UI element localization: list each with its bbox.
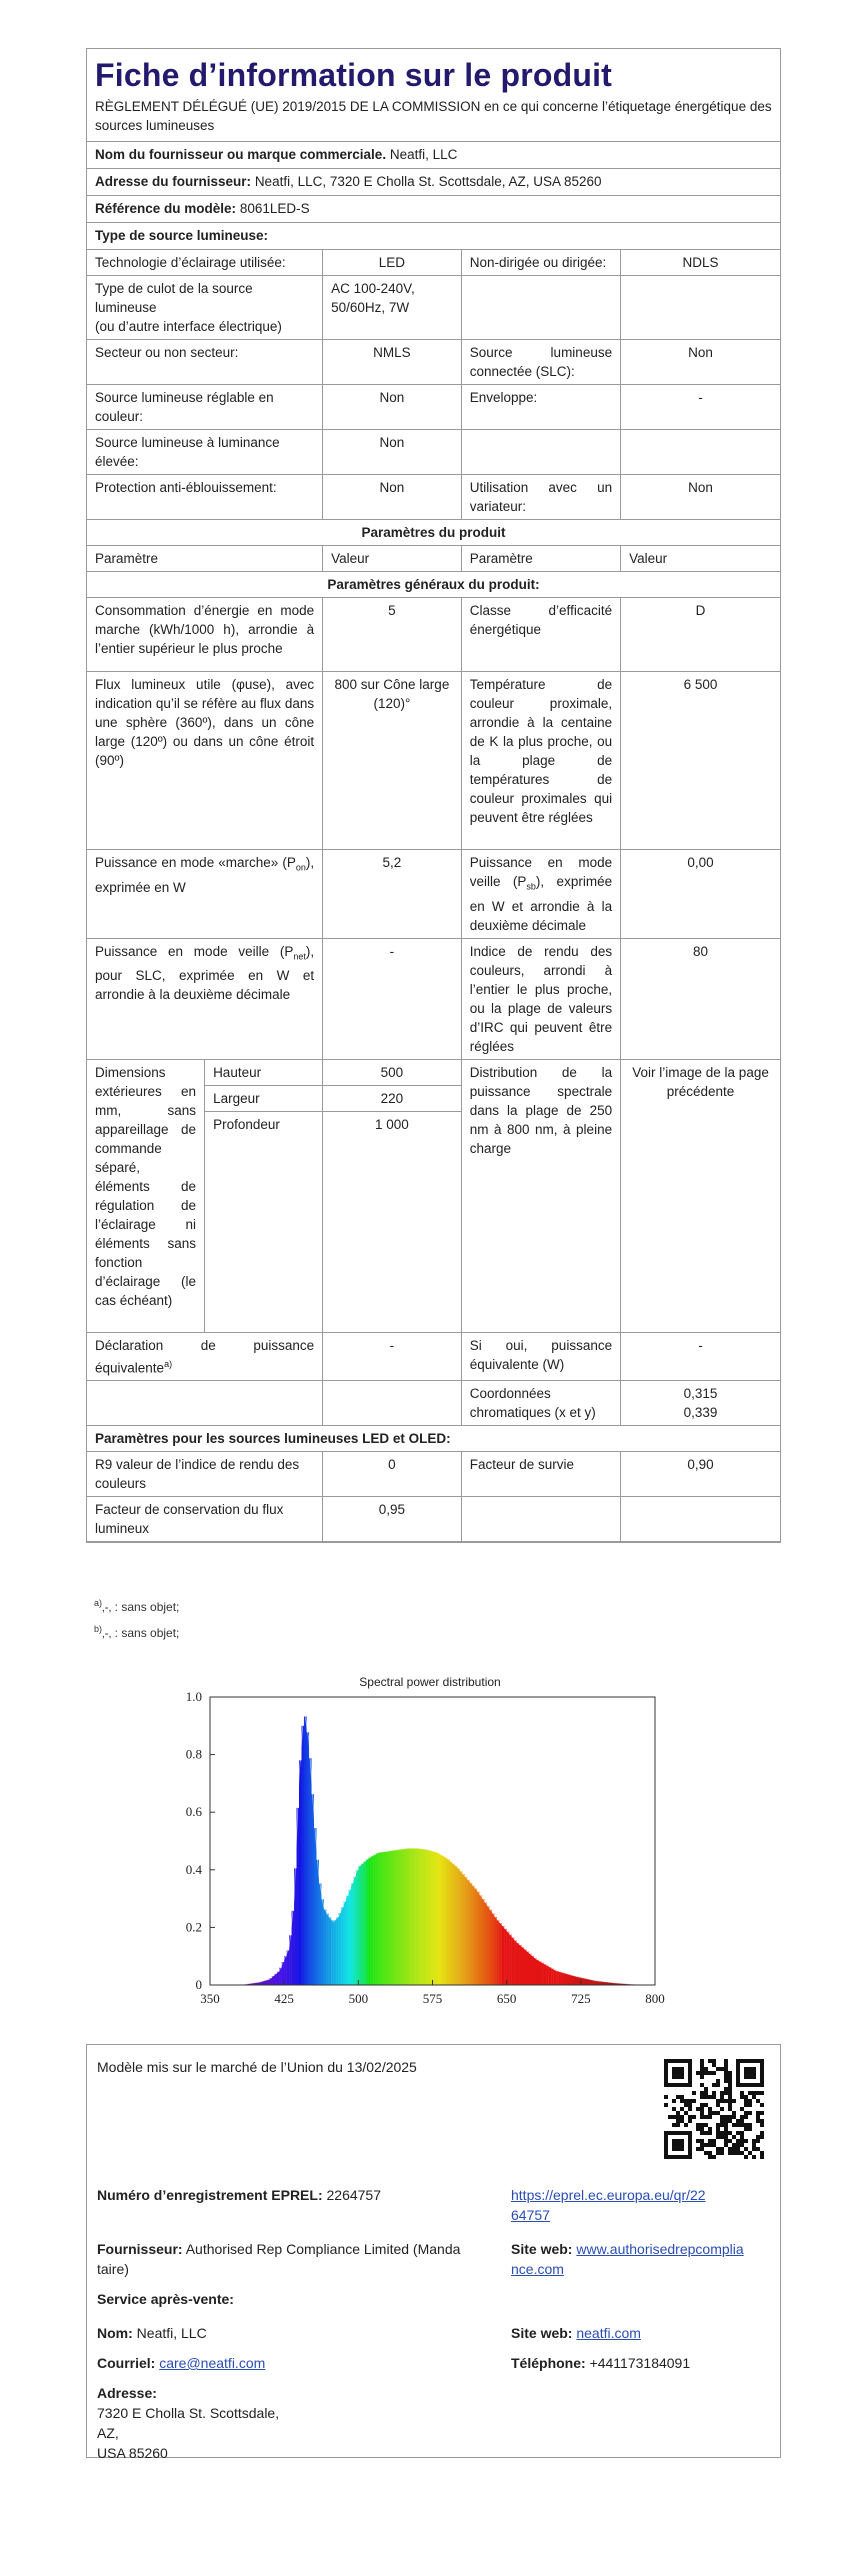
spectrum-bar: [526, 1952, 529, 1985]
led-params-heading: Paramètres pour les sources lumineuses LED et OLED:: [87, 1426, 780, 1452]
depth-value: 1 000: [375, 1116, 409, 1132]
dimensions-label: Dimensions extérieures en mm, sans appareillage de commande séparé, éléments de régulation de l’éclairage ni éléments sans fonction d’éclairage (le cas échéant): [87, 1060, 205, 1332]
chromaticity-label: Coordonnées chromatiques (x et y): [461, 1381, 620, 1426]
table-row: [87, 340, 780, 385]
spectrum-bar: [568, 1975, 571, 1985]
spectrum-bar: [455, 1866, 458, 1985]
on-mode-power-value: 5,2: [323, 850, 462, 939]
spectrum-bar: [499, 1923, 502, 1985]
spectrum-bar: [588, 1979, 591, 1985]
spectrum-bar: [388, 1851, 391, 1985]
spectrum-bar: [544, 1964, 547, 1985]
spectrum-bar: [524, 1949, 527, 1985]
table-row: [87, 385, 780, 430]
spectrum-bar: [586, 1979, 589, 1985]
source-type-label: Protection anti-éblouissement:: [87, 475, 323, 520]
fournisseur-label: Fournisseur:: [97, 2241, 183, 2257]
spectrum-bar: [304, 1716, 307, 1985]
spectrum-bar: [509, 1935, 512, 1985]
spectrum-bar: [482, 1899, 485, 1985]
model-reference-row: [87, 195, 780, 222]
cct-label: Température de couleur proximale, arrondie à la centaine de K la plus proche, ou la plage de températures de couleur proximales qui peuvent être réglées: [461, 672, 620, 850]
cap-type-note: (ou d’autre interface électrique): [95, 319, 282, 334]
source-type-value: [621, 276, 780, 340]
spectrum-bar: [390, 1851, 393, 1985]
luminous-flux-label: Flux lumineux utile (φuse), avec indication qu’il se réfère au flux dans une sphère (360º), dans un cône large (120º) ou dans un cône étroit (90º): [87, 672, 323, 850]
table-row: [87, 1497, 780, 1542]
spectrum-bar: [339, 1913, 342, 1985]
consumption-value: 5: [323, 598, 462, 672]
spectrum-bar: [447, 1859, 450, 1985]
spectrum-bar: [383, 1852, 386, 1985]
table-row: [87, 1452, 780, 1497]
spectrum-bar: [522, 1947, 525, 1985]
site-web-link-1[interactable]: www.authorisedrepcomplia: [576, 2241, 744, 2257]
spectrum-bar: [475, 1889, 478, 1985]
spectrum-bar: [477, 1892, 480, 1985]
fournisseur-row: [97, 2239, 497, 2279]
spectrum-bar: [507, 1932, 510, 1985]
dimensions-cell: [87, 1059, 323, 1332]
spectrum-bar: [405, 1848, 408, 1985]
supplier-address-label: Adresse du fournisseur:: [95, 174, 252, 189]
qr-code-icon[interactable]: [664, 2059, 764, 2159]
supplier-address-value: Neatfi, LLC, 7320 E Cholla St. Scottsdale, AZ, USA 85260: [254, 174, 602, 189]
spectrum-bar: [267, 1980, 270, 1985]
spectrum-bar: [435, 1852, 438, 1985]
width-value: 220: [323, 1085, 461, 1111]
cri-label: Indice de rendu des couleurs, arrondi à l’entier le plus proche, ou la plage de valeurs d’IRC qui peuvent être réglées: [461, 938, 620, 1059]
chart-title: Spectral power distribution: [359, 1675, 501, 1689]
equivalent-power-w-value: -: [621, 1332, 780, 1381]
spectrum-bar: [321, 1899, 324, 1985]
footnote-a: $^{a)}$‚-‚ : sans objet;: [94, 1598, 180, 1614]
service-site-row: [511, 2323, 641, 2343]
spectrum-bar: [376, 1853, 379, 1985]
spectrum-bar: [356, 1870, 359, 1985]
table-row: [87, 572, 780, 598]
spectrum-bar: [492, 1913, 495, 1985]
spectrum-bar: [378, 1852, 381, 1985]
spectrum-bar: [462, 1874, 465, 1985]
page-title: Fiche d’information sur le produit: [95, 57, 613, 93]
site-web-link-2[interactable]: nce.com: [511, 2261, 564, 2277]
spectrum-bar: [299, 1760, 302, 1985]
standby-power-label: Puissance en mode veille $(P_{sb})$, exprimée en W et arrondie à la deuxième décimale: [461, 850, 620, 939]
source-type-value: LED: [323, 250, 462, 276]
table-row: [87, 1059, 780, 1332]
spectrum-bar: [264, 1980, 267, 1985]
equivalent-power-label: Déclaration de puissance équivalente$^{a)}$: [87, 1332, 323, 1381]
fournisseur-value-1: Authorised Rep Compliance Limited (Manda: [185, 2241, 461, 2257]
y-tick-label: 0.4: [185, 1861, 202, 1877]
source-type-heading: Type de source lumineuse:: [87, 222, 780, 249]
spectrum-bar: [541, 1963, 544, 1985]
supplier-name-row: [87, 141, 780, 168]
spectrum-bar: [536, 1960, 539, 1985]
phone-label: Téléphone:: [511, 2355, 586, 2371]
spectrum-bar: [420, 1849, 423, 1985]
x-tick-label: 800: [645, 1991, 665, 2006]
service-address-label: Adresse:: [97, 2385, 157, 2401]
spectrum-bar: [425, 1849, 428, 1985]
spectrum-bar: [551, 1968, 554, 1985]
table-row: [87, 520, 780, 546]
spectrum-bar: [400, 1849, 403, 1985]
service-site-link[interactable]: neatfi.com: [576, 2325, 641, 2341]
spectrum-bar: [539, 1961, 542, 1985]
y-tick-label: 0: [195, 1977, 202, 1992]
table-row: [87, 430, 780, 475]
equivalent-power-w-label: Si oui, puissance équivalente (W): [461, 1332, 620, 1381]
spectrum-bar: [415, 1848, 418, 1985]
source-type-value: -: [621, 385, 780, 430]
spectrum-bar: [353, 1877, 356, 1985]
depth-label: Profondeur: [213, 1116, 280, 1132]
table-row: [87, 672, 780, 850]
spectral-chart-svg: [160, 1672, 680, 2012]
spectrum-bar: [484, 1903, 487, 1985]
source-type-label: [461, 430, 620, 475]
table-row: [87, 850, 780, 939]
site-web-label: Site web:: [511, 2241, 573, 2257]
network-standby-label: Puissance en mode veille $(P_{net})$, pour SLC, exprimée en W et arrondie à la deuxième décimale: [87, 938, 323, 1059]
spectrum-bar: [418, 1848, 421, 1985]
after-sales-heading: Service après-vente:: [97, 2291, 234, 2307]
eprel-value: 2264757: [326, 2187, 382, 2203]
r9-label: R9 valeur de l’indice de rendu des couleurs: [87, 1452, 323, 1497]
spectrum-bar: [460, 1871, 463, 1985]
supplier-name-value: Neatfi, LLC: [389, 147, 458, 162]
spectrum-bar: [472, 1886, 475, 1985]
spectrum-bar: [583, 1978, 586, 1985]
source-type-value: NDLS: [621, 250, 780, 276]
footnotes: [94, 1592, 179, 1644]
spectrum-bar: [591, 1980, 594, 1985]
spectrum-bar: [549, 1967, 552, 1985]
spectrum-bar: [566, 1974, 569, 1985]
spectrum-bar: [306, 1732, 309, 1985]
cct-value: 6 500: [621, 672, 780, 850]
spectrum-bar: [358, 1866, 361, 1985]
market-date-text: Modèle mis sur le marché de l’Union du 13/02/2025: [97, 2059, 417, 2075]
general-params-heading: Paramètres généraux du produit:: [87, 572, 780, 598]
spectrum-bar: [598, 1981, 601, 1985]
spectrum-bar: [556, 1971, 559, 1985]
column-header-param: Paramètre: [87, 546, 323, 572]
eprel-link-line-1[interactable]: https://eprel.ec.europa.eu/qr/22: [511, 2187, 706, 2203]
email-link[interactable]: care@neatfi.com: [159, 2355, 266, 2371]
spectrum-bar: [593, 1980, 596, 1985]
spectrum-bar: [324, 1909, 327, 1985]
spectrum-bar: [348, 1890, 351, 1985]
chromaticity-x: 0,315: [683, 1386, 718, 1402]
efficiency-class-value: D: [621, 598, 780, 672]
chromaticity-y: 0,339: [683, 1405, 718, 1421]
source-type-label: [87, 276, 323, 340]
spectrum-bar: [596, 1981, 599, 1985]
spectrum-bar: [351, 1883, 354, 1985]
spectrum-bar: [479, 1895, 482, 1985]
spectrum-bar: [442, 1856, 445, 1985]
registration-footer: [86, 2044, 781, 2461]
eprel-row: [97, 2185, 381, 2205]
source-type-label: [461, 276, 620, 340]
source-type-label: Utilisation avec un variateur:: [461, 475, 620, 520]
width-label: Largeur: [205, 1085, 323, 1111]
spectrum-bar: [494, 1917, 497, 1985]
equivalent-power-value: -: [323, 1332, 462, 1381]
spectrum-bar: [504, 1929, 507, 1985]
height-label: Hauteur: [205, 1060, 323, 1086]
source-type-value: AC 100-240V, 50/60Hz, 7W: [323, 276, 462, 340]
product-information-sheet: [86, 48, 781, 1543]
service-name-row: [97, 2323, 207, 2343]
network-standby-value: -: [323, 938, 462, 1059]
service-address-line-1: 7320 E Cholla St. Scottsdale,: [97, 2405, 280, 2421]
spectrum-bar: [487, 1906, 490, 1985]
source-type-table: [87, 249, 780, 1542]
source-type-label: Technologie d’éclairage utilisée:: [87, 250, 323, 276]
spectrum-bar: [398, 1849, 401, 1985]
phone-value: +441173184091: [589, 2355, 691, 2371]
source-type-value: Non: [323, 385, 462, 430]
params-heading: Paramètres du produit: [87, 520, 780, 546]
fournisseur-value-2: taire): [97, 2261, 129, 2277]
source-type-value: NMLS: [323, 340, 462, 385]
table-row: [87, 1426, 780, 1452]
spectrum-bar: [309, 1758, 312, 1985]
spectrum-bar: [561, 1972, 564, 1985]
x-tick-label: 575: [422, 1991, 443, 2006]
consumption-label: Consommation d’énergie en mode marche (kWh/1000 h), arrondie à l’entier supérieur le plus proche: [87, 598, 323, 672]
eprel-link[interactable]: [511, 2185, 771, 2225]
spectrum-bar: [502, 1926, 505, 1985]
spectrum-bar: [571, 1975, 574, 1985]
dimensions-values-cell: [323, 1059, 462, 1332]
table-row: [87, 475, 780, 520]
source-type-label: Enveloppe:: [461, 385, 620, 430]
spectrum-bar: [329, 1917, 332, 1985]
supplier-address-row: [87, 168, 780, 195]
spectrum-bar: [274, 1974, 277, 1985]
spectrum-bar: [512, 1937, 515, 1985]
spectrum-bar: [403, 1849, 406, 1985]
spectrum-bar: [437, 1853, 440, 1985]
spectrum-bar: [346, 1896, 349, 1985]
source-type-value: Non: [323, 475, 462, 520]
spectrum-bar: [408, 1848, 411, 1985]
spectrum-bar: [371, 1856, 374, 1985]
table-row: [87, 938, 780, 1059]
spectrum-bar: [336, 1917, 339, 1985]
spectrum-bar: [319, 1883, 322, 1985]
regulation-text: RÈGLEMENT DÉLÉGUÉ (UE) 2019/2015 DE LA COMMISSION en ce qui concerne l’étiquetage énergétique des sources lumineuses: [95, 99, 772, 133]
spectrum-bar: [428, 1850, 431, 1985]
luminous-flux-value: 800 sur Cône large (120)°: [323, 672, 462, 850]
supplier-name-label: Nom du fournisseur ou marque commerciale.: [95, 147, 387, 162]
spectrum-bar: [395, 1850, 398, 1985]
spectrum-bar: [287, 1950, 290, 1985]
spectrum-bar: [410, 1848, 413, 1985]
table-header-row: [87, 546, 780, 572]
spectrum-bar: [514, 1940, 517, 1985]
source-type-label: Source lumineuse connectée (SLC):: [461, 340, 620, 385]
table-row: [87, 276, 780, 340]
spectrum-bar: [519, 1945, 522, 1985]
spectrum-bar: [576, 1977, 579, 1985]
spectrum-bar: [341, 1907, 344, 1985]
spectrum-bar: [452, 1864, 455, 1985]
spectrum-bar: [363, 1862, 366, 1985]
cri-value: 80: [621, 938, 780, 1059]
source-type-label: Source lumineuse à luminance élevée:: [87, 430, 323, 475]
spectrum-bar: [272, 1976, 275, 1985]
phone-row: [511, 2353, 690, 2373]
lumen-maintenance-value: 0,95: [323, 1497, 462, 1542]
spectrum-bar: [546, 1966, 549, 1985]
column-header-param: Paramètre: [461, 546, 620, 572]
spectrum-bar: [344, 1901, 347, 1985]
spectrum-bar: [316, 1860, 319, 1985]
spectrum-bar: [497, 1920, 500, 1985]
spectrum-bar: [430, 1851, 433, 1985]
x-tick-label: 725: [571, 1991, 591, 2006]
table-row: [87, 598, 780, 672]
spectrum-bar: [368, 1858, 371, 1985]
source-type-value: Non: [323, 430, 462, 475]
source-type-value: Non: [621, 475, 780, 520]
spectrum-bar: [413, 1848, 416, 1985]
table-row: [87, 1332, 780, 1381]
spectrum-bar: [450, 1862, 453, 1985]
cap-type-label: Type de culot de la source lumineuse: [95, 281, 253, 315]
model-reference-label: Référence du modèle:: [95, 201, 237, 216]
service-address-line-2: AZ,: [97, 2425, 119, 2441]
spectrum-bar: [393, 1850, 396, 1985]
spectrum-bar: [326, 1914, 329, 1985]
footnote-b: $^{b)}$‚-‚ : sans objet;: [94, 1624, 180, 1640]
spectral-distribution-value: Voir l’image de la page précédente: [621, 1059, 780, 1332]
source-type-label: Source lumineuse réglable en couleur:: [87, 385, 323, 430]
source-type-value: [621, 430, 780, 475]
y-tick-label: 1.0: [185, 1689, 202, 1704]
spectrum-bar: [366, 1859, 369, 1985]
x-tick-label: 350: [200, 1991, 220, 2006]
column-header-value: Valeur: [323, 546, 462, 572]
spectrum-bar: [517, 1943, 520, 1985]
spectrum-bar: [423, 1849, 426, 1985]
y-tick-label: 0.2: [185, 1919, 202, 1935]
service-address: [97, 2383, 279, 2463]
x-tick-label: 425: [274, 1991, 294, 2006]
spectrum-bar: [559, 1972, 562, 1985]
spectrum-bar: [554, 1970, 557, 1985]
spectrum-bar: [433, 1851, 436, 1985]
spectrum-bar: [386, 1851, 389, 1985]
column-header-value: Valeur: [621, 546, 780, 572]
source-type-value: Non: [621, 340, 780, 385]
model-reference-value: 8061LED-S: [239, 201, 310, 216]
spectrum-bar: [465, 1877, 468, 1985]
email-row: [97, 2353, 265, 2373]
height-value: 500: [323, 1060, 461, 1086]
spectrum-bar: [534, 1958, 537, 1985]
spectrum-bar: [467, 1880, 470, 1985]
spectral-distribution-label: Distribution de la puissance spectrale dans la plage de 250 nm à 800 nm, à pleine charge: [461, 1059, 620, 1332]
standby-power-value: 0,00: [621, 850, 780, 939]
spectrum-bar: [277, 1972, 280, 1985]
spectrum-bar: [301, 1726, 304, 1985]
site-web-row: [511, 2239, 776, 2279]
spectrum-bar: [470, 1883, 473, 1985]
spectrum-bar: [381, 1852, 384, 1985]
spectrum-bar: [361, 1864, 364, 1985]
x-tick-label: 650: [496, 1991, 517, 2006]
eprel-label: Numéro d’enregistrement EPREL:: [97, 2187, 323, 2203]
spectrum-bar: [489, 1910, 492, 1985]
spectrum-bar: [440, 1855, 443, 1985]
source-type-label: Non-dirigée ou dirigée:: [461, 250, 620, 276]
table-row: [87, 1381, 780, 1426]
spectrum-bar: [564, 1973, 567, 1985]
service-name-value: Neatfi, LLC: [136, 2325, 207, 2341]
spectrum-bar: [529, 1954, 532, 1985]
y-tick-label: 0.6: [185, 1804, 202, 1820]
table-row: [87, 250, 780, 276]
spectrum-bar: [457, 1868, 460, 1985]
email-label: Courriel:: [97, 2355, 156, 2371]
spectrum-bar: [531, 1956, 534, 1985]
spectrum-bar: [373, 1855, 376, 1985]
spectrum-bar: [445, 1858, 448, 1985]
spectrum-bar: [573, 1976, 576, 1985]
service-name-label: Nom:: [97, 2325, 133, 2341]
survival-factor-value: 0,90: [621, 1452, 780, 1497]
x-tick-label: 500: [348, 1991, 369, 2006]
service-site-label: Site web:: [511, 2325, 573, 2341]
dimensions-table: [87, 1060, 322, 1332]
r9-value: 0: [323, 1452, 462, 1497]
y-tick-label: 0.8: [185, 1746, 202, 1762]
service-address-line-3: USA 85260: [97, 2445, 168, 2461]
on-mode-power-label: Puissance en mode «marche» $(P_{on})$, exprimée en W: [87, 850, 323, 939]
spectrum-bar: [314, 1828, 317, 1985]
survival-factor-label: Facteur de survie: [461, 1452, 620, 1497]
spectral-chart: [160, 1672, 680, 2012]
source-type-label: Secteur ou non secteur:: [87, 340, 323, 385]
spectrum-bar: [331, 1920, 334, 1985]
chromaticity-value: [621, 1381, 780, 1426]
efficiency-class-label: Classe d’efficacité énergétique: [461, 598, 620, 672]
lumen-maintenance-label: Facteur de conservation du flux lumineux: [87, 1497, 323, 1542]
spectrum-bar: [334, 1920, 337, 1985]
eprel-link-line-2[interactable]: 64757: [511, 2207, 550, 2223]
spectrum-bar: [311, 1794, 314, 1985]
